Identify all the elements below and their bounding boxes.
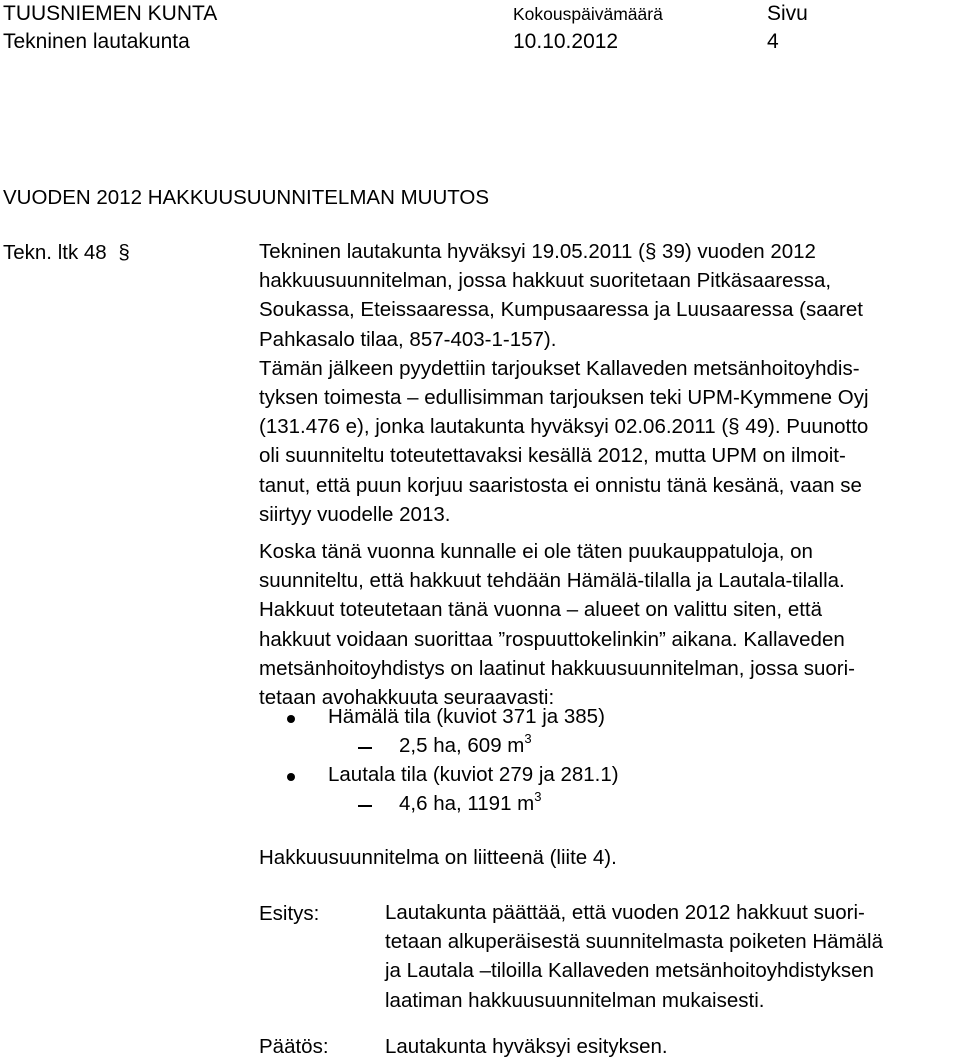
text-line: tyksen toimesta – edullisimman tarjouksen teki UPM-Kymmene Oyj — [259, 386, 869, 410]
text-line: Hakkuut toteutetaan tänä vuonna – alueet on valittu siten, että — [259, 598, 823, 622]
dash-icon — [358, 747, 372, 749]
dash-icon — [358, 805, 372, 807]
attachment-note: Hakkuusuunnitelma on liitteenä (liite 4). — [259, 846, 617, 869]
meeting-date: 10.10.2012 — [513, 30, 619, 53]
list-subitem-text: 4,6 ha, 1191 m — [399, 792, 535, 815]
section-ref-prefix: Tekn. ltk 48 — [3, 241, 107, 264]
text-line: Soukassa, Eteissaaressa, Kumpusaaressa ja Luusaaressa (saaret — [259, 298, 863, 322]
superscript: 3 — [534, 789, 542, 804]
list-subitem — [399, 789, 542, 815]
text-line: oli suunniteltu toteutettavaksi kesällä 2012, mutta UPM on ilmoit- — [259, 444, 846, 468]
text-line: (131.476 e), jonka lautakunta hyväksyi 02.06.2011 (§ 49). Puunotto — [259, 415, 869, 439]
section-ref — [3, 243, 130, 264]
text-line: hakkuusuunnitelman, jossa hakkuut suoritetaan Pitkäsaaressa, — [259, 269, 832, 293]
org-name: TUUSNIEMEN KUNTA — [3, 2, 218, 25]
bullet-icon — [287, 715, 295, 723]
text-line: laatiman hakkuusuunnitelman mukaisesti. — [385, 988, 765, 1012]
text-line: Lautakunta päättää, että vuoden 2012 hakkuut suori- — [385, 901, 865, 924]
proposal-text — [385, 898, 955, 1015]
section-sign: § — [118, 241, 130, 264]
list-subitem — [399, 731, 532, 757]
proposal-label: Esitys: — [259, 902, 320, 925]
text-line: tetaan avohakkuuta seuraavasti: — [259, 686, 555, 710]
paragraph-history — [259, 237, 959, 529]
text-line: suunniteltu, että hakkuut tehdään Hämälä-tilalla ja Lautala-tilalla. — [259, 569, 845, 593]
page-label: Sivu — [767, 2, 808, 25]
decision-text: Lautakunta hyväksyi esityksen. — [385, 1035, 668, 1058]
document-title: VUODEN 2012 HAKKUUSUUNNITELMAN MUUTOS — [3, 186, 490, 209]
text-line: Koska tänä vuonna kunnalle ei ole täten puukauppatuloja, on — [259, 540, 813, 563]
list-item: Hämälä tila (kuviot 371 ja 385) — [328, 705, 605, 728]
list-subitem-text: 2,5 ha, 609 m — [399, 734, 525, 757]
board-name: Tekninen lautakunta — [3, 30, 190, 53]
date-label: Kokouspäivämäärä — [513, 4, 663, 24]
text-line: tetaan alkuperäisestä suunnitelmasta poiketen Hämälä — [385, 930, 883, 954]
text-line: hakkuut voidaan suorittaa ”rospuuttokelinkin” aikana. Kallaveden — [259, 627, 845, 651]
text-line: Pahkasalo tilaa, 857-403-1-157). — [259, 327, 557, 351]
text-line: siirtyy vuodelle 2013. — [259, 502, 451, 526]
text-line: metsänhoitoyhdistys on laatinut hakkuusuunnitelman, jossa suori- — [259, 656, 855, 680]
bullet-icon — [287, 773, 295, 781]
text-line: Tämän jälkeen pyydettiin tarjoukset Kallaveden metsänhoitoyhdis- — [259, 356, 860, 380]
decision-label: Päätös: — [259, 1035, 329, 1058]
list-item: Lautala tila (kuviot 279 ja 281.1) — [328, 763, 619, 786]
text-line: tanut, että puun korjuu saaristosta ei onnistu tänä kesänä, vaan se — [259, 473, 862, 497]
paragraph-plan — [259, 537, 959, 712]
superscript: 3 — [524, 731, 532, 746]
text-line: Tekninen lautakunta hyväksyi 19.05.2011 (§ 39) vuoden 2012 — [259, 240, 816, 263]
text-line: ja Lautala –tiloilla Kallaveden metsänhoitoyhdistyksen — [385, 959, 874, 983]
page-number: 4 — [767, 30, 779, 53]
